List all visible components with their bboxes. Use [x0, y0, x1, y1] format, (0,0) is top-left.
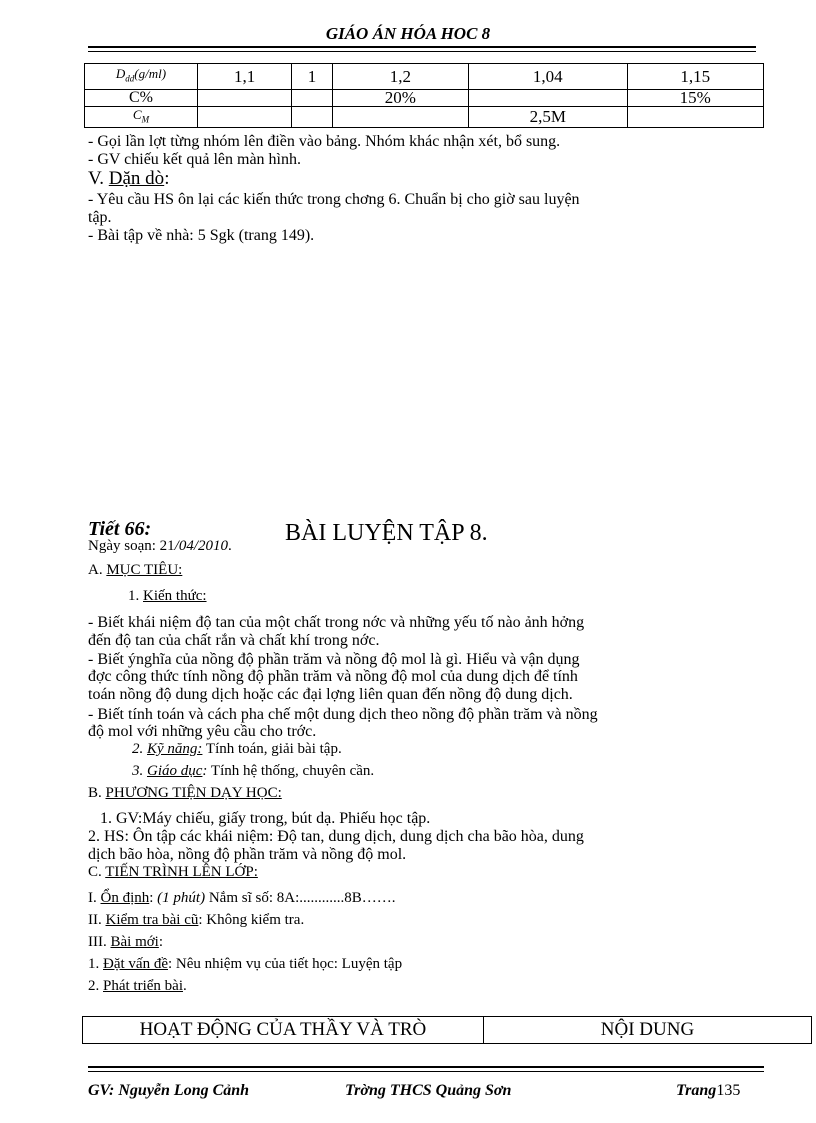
table-cell [198, 89, 292, 106]
footer-page: Trang135 [676, 1082, 741, 1099]
section-a-heading: A. MỤC TIÊU: [88, 562, 183, 578]
subsection-heading: 2. Kỹ năng: Tính toán, giải bài tập. [132, 741, 342, 757]
table-cell: 1 [292, 64, 332, 90]
table-cell [292, 89, 332, 106]
text-line: độ mol với những yêu cầu cho trớc. [88, 723, 317, 740]
text-line: đợc công thức tính nồng độ phần trăm và nồng độ mol của dung dịch để tính [88, 668, 578, 685]
subsection-heading: 1. Kiến thức: [128, 588, 207, 604]
table-cell: 1,15 [627, 64, 763, 90]
text-line: 2. HS: Ôn tập các khái niệm: Độ tan, dung dịch, dung dịch cha bão hòa, dung [88, 828, 584, 845]
text-line: - Biết ýnghĩa của nồng độ phần trăm và nồng độ mol là gì. Hiểu và vận dụng [88, 651, 580, 668]
page-header-title: GIÁO ÁN HÓA HOC 8 [325, 24, 491, 43]
section-b-heading: B. PHƯƠNG TIỆN DẠY HỌC: [88, 785, 282, 801]
text-line: - Biết khái niệm độ tan của một chất trong nớc và những yếu tố nào ảnh hởng [88, 614, 585, 631]
text-line: đến độ tan của chất rắn và chất khí trong nớc. [88, 632, 380, 649]
text-line: - Yêu cầu HS ôn lại các kiến thức trong chơng 6. Chuẩn bị cho giờ sau luyện [88, 191, 580, 208]
row-label-molar: $C_M$ [85, 106, 198, 128]
lesson-date: Ngày soạn: 21/04/2010. [88, 538, 232, 554]
footer-teacher: GV: Nguyễn Long Cảnh [88, 1082, 250, 1099]
row-label-density: $D_{dd}(g/ml)$ [85, 64, 198, 90]
text-line: 1. Đặt vấn đề: Nêu nhiệm vụ của tiết học: Luyện tập [88, 956, 403, 972]
activity-col-header: HOẠT ĐỘNG CỦA THẦY VÀ TRÒ [83, 1017, 484, 1044]
text-line: - Biết tính toán và cách pha chế một dung dịch theo nồng độ phần trăm và nồng [88, 706, 598, 723]
text-line: I. Ổn định: (1 phút) Nắm sĩ số: 8A:............8B……. [88, 890, 396, 906]
lesson-title: BÀI LUYỆN TẬP 8. [285, 520, 488, 546]
page-footer [88, 1082, 756, 1100]
footer-rule-thin [88, 1071, 764, 1072]
text-line: III. Bài mới: [88, 934, 164, 950]
header-rule [88, 46, 756, 48]
text-line: II. Kiểm tra bài cũ: Không kiểm tra. [88, 912, 305, 928]
table-cell [292, 106, 332, 128]
table-cell [627, 106, 763, 128]
table-cell [469, 89, 627, 106]
table-cell: 2,5M [469, 106, 627, 128]
table-row [85, 89, 764, 106]
table-row [83, 1017, 812, 1044]
header-rule-thin [88, 51, 756, 52]
text-line: dịch bão hòa, nồng độ phần trăm và nồng độ mol. [88, 846, 407, 863]
text-line: tập. [88, 209, 112, 226]
activity-table [82, 1016, 812, 1044]
table-row [85, 64, 764, 90]
concentration-table [84, 63, 764, 128]
text-line: - Bài tập về nhà: 5 Sgk (trang 149). [88, 227, 315, 244]
lesson-number: Tiết 66: [88, 518, 152, 540]
text-line: toán nồng độ dung dịch hoặc các đại lợng liên quan đến nồng độ dung dịch. [88, 686, 573, 703]
text-line: - Gọi lần lợt từng nhóm lên điền vào bảng. Nhóm khác nhận xét, bổ sung. [88, 133, 561, 150]
footer-school: Trờng THCS Quảng Sơn [345, 1082, 512, 1099]
text-line: - GV chiếu kết quả lên màn hình. [88, 151, 301, 168]
subsection-heading: 3. Giáo dục: Tính hệ thống, chuyên cần. [132, 763, 375, 779]
section-c-heading: C. TIẾN TRÌNH LÊN LỚP: [88, 864, 258, 880]
footer-rule [88, 1066, 764, 1068]
text-line: 1. GV:Máy chiếu, giấy trong, bút dạ. Phiếu học tập. [100, 810, 431, 827]
table-cell: 15% [627, 89, 763, 106]
text-line: 2. Phát triển bài. [88, 978, 187, 994]
table-row [85, 106, 764, 128]
table-cell: 20% [332, 89, 468, 106]
table-cell: 1,1 [198, 64, 292, 90]
content-col-header: NỘI DUNG [483, 1017, 811, 1044]
table-cell [198, 106, 292, 128]
table-cell: 1,04 [469, 64, 627, 90]
row-label-percent: C% [85, 89, 198, 106]
table-cell [332, 106, 468, 128]
section-heading: V. Dặn dò: [88, 168, 170, 189]
table-cell: 1,2 [332, 64, 468, 90]
